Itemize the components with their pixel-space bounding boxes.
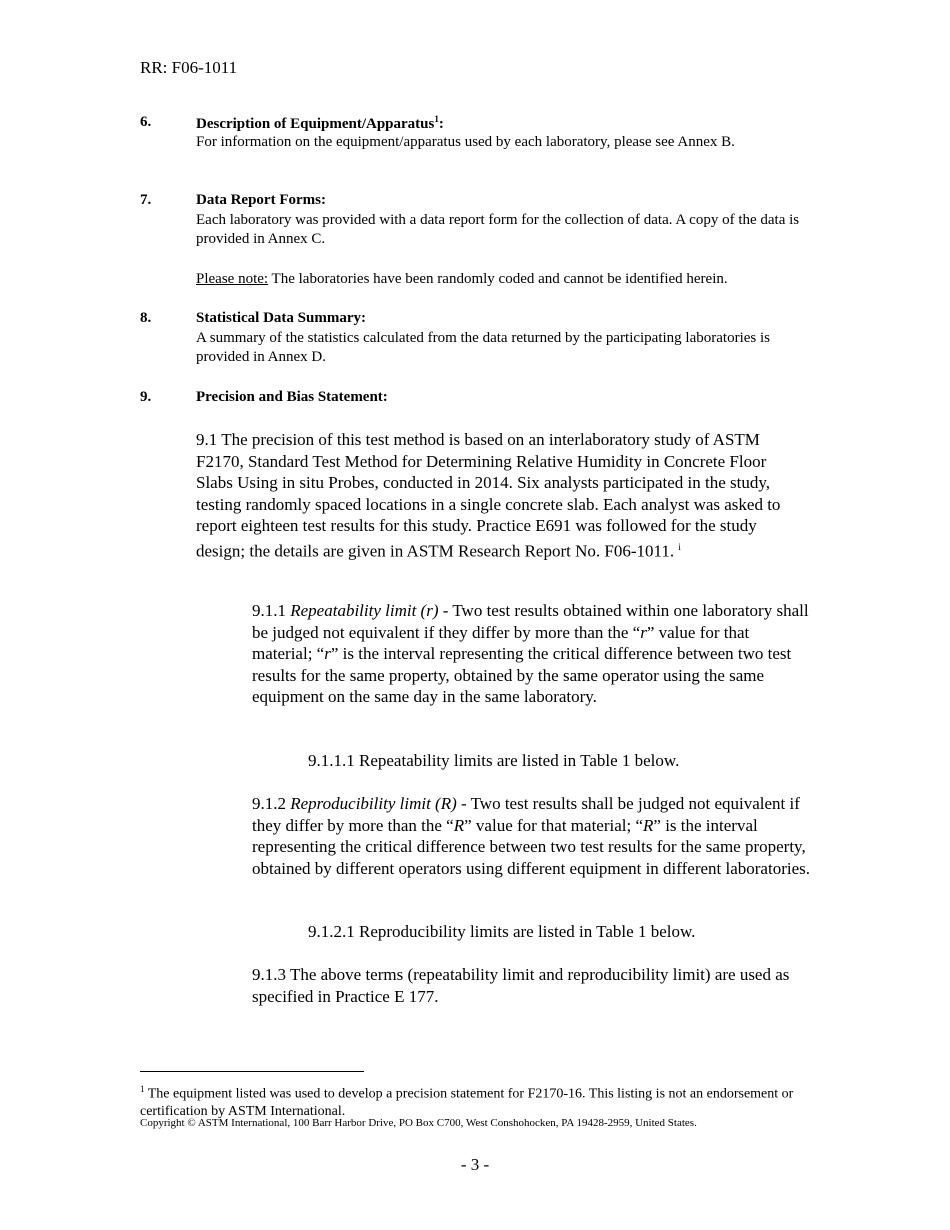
p912-symbol-2: R (643, 815, 654, 835)
p911-term: Repeatability limit (r) (290, 601, 439, 620)
section-7-number: 7. (140, 192, 152, 208)
paragraph-9-1-2 (252, 793, 812, 879)
section-6-title-text: Description of Equipment/Apparatus (196, 116, 435, 132)
p911-text-1: - Two test results obtained within one laboratory shall be judged not equivalent if they differ by more than the “ (252, 601, 809, 642)
paragraph-9-1-1 (252, 600, 812, 708)
note-text: The laboratories have been randomly coded and cannot be identified herein. (268, 271, 728, 287)
p912-text-2: ” value for that material; “ (464, 815, 644, 835)
section-8-body: A summary of the statistics calculated from the data returned by the participating laboratories is provided in Annex D. (196, 330, 770, 365)
note-label: Please note: (196, 271, 269, 287)
p911-number: 9.1.1 (252, 601, 291, 620)
p912-term: Reproducibility limit (R) (290, 794, 457, 813)
paragraph-9-1-2-1: 9.1.2.1 Reproducibility limits are listed in Table 1 below. (308, 922, 696, 941)
paragraph-9-1-1-1: 9.1.1.1 Repeatability limits are listed in Table 1 below. (308, 751, 680, 770)
section-7-title: Data Report Forms: (196, 192, 326, 208)
copyright-notice: Copyright © ASTM International, 100 Barr Harbor Drive, PO Box C700, West Conshohocken, PA 19428-2959, United States. (140, 1117, 697, 1129)
endnote-ref: i (678, 541, 681, 552)
p911-text-3: ” is the interval representing the critical difference between two test results for the same property, obtained by the same operator using the same equipment on the same day in the same laboratory. (252, 644, 792, 706)
section-7-note (196, 270, 836, 289)
p911-text-2: ” value for that material; “ (252, 622, 750, 663)
section-6-title-colon: : (438, 116, 444, 132)
paragraph-9-1-text: 9.1 The precision of this test method is based on an interlaboratory study of ASTM F2170, Standard Test Method for Determining Relative Humidity in Concrete Floor Slabs Using in situ Probes, conducted in 2014. Six analysts participated in the study, testing randomly spaced locations in a single concrete slab. Each analyst was asked to report eighteen test results for this study. Practice E691 was followed for the study design; the details are given in ASTM Research Report No. F06-1011. (196, 430, 781, 561)
p911-symbol-1: r (640, 622, 647, 642)
p912-text-1: - Two test results shall be judged not equivalent if they differ by more than the “ (252, 794, 800, 835)
p912-symbol-1: R (453, 815, 465, 835)
paragraph-9-1-3: 9.1.3 The above terms (repeatability limit and reproducibility limit) are used as specified in Practice E 177. (252, 965, 790, 1006)
footnote-1 (140, 1081, 800, 1120)
section-6-body: For information on the equipment/apparatus used by each laboratory, please see Annex B. (196, 134, 735, 150)
section-6-title (196, 114, 444, 133)
p912-text-3: ” is the interval representing the critical difference between two test results for the same property, obtained by different operators using different equipment in different laboratories. (252, 815, 810, 878)
section-7-body: Each laboratory was provided with a data report form for the collection of data. A copy of the data is provided in Annex C. (196, 212, 800, 247)
section-8-number: 8. (140, 310, 152, 326)
p912-number: 9.1.2 (252, 794, 291, 813)
section-9-number: 9. (140, 389, 152, 405)
page-number: - 3 - (460, 1155, 490, 1174)
p911-symbol-2: r (324, 644, 331, 663)
footnote-1-marker: 1 (140, 1084, 145, 1094)
section-6-number: 6. (140, 114, 152, 130)
section-9-title: Precision and Bias Statement: (196, 389, 388, 405)
paragraph-9-1 (196, 429, 806, 562)
footnote-1-ref: 1 (434, 114, 439, 124)
footnote-1-text: The equipment listed was used to develop a precision statement for F2170-16. This listing is not an endorsement or certification by ASTM International. (140, 1086, 794, 1119)
footnote-divider (140, 1071, 364, 1072)
section-8-title: Statistical Data Summary: (196, 310, 366, 326)
report-id-header: RR: F06-1011 (140, 58, 238, 77)
